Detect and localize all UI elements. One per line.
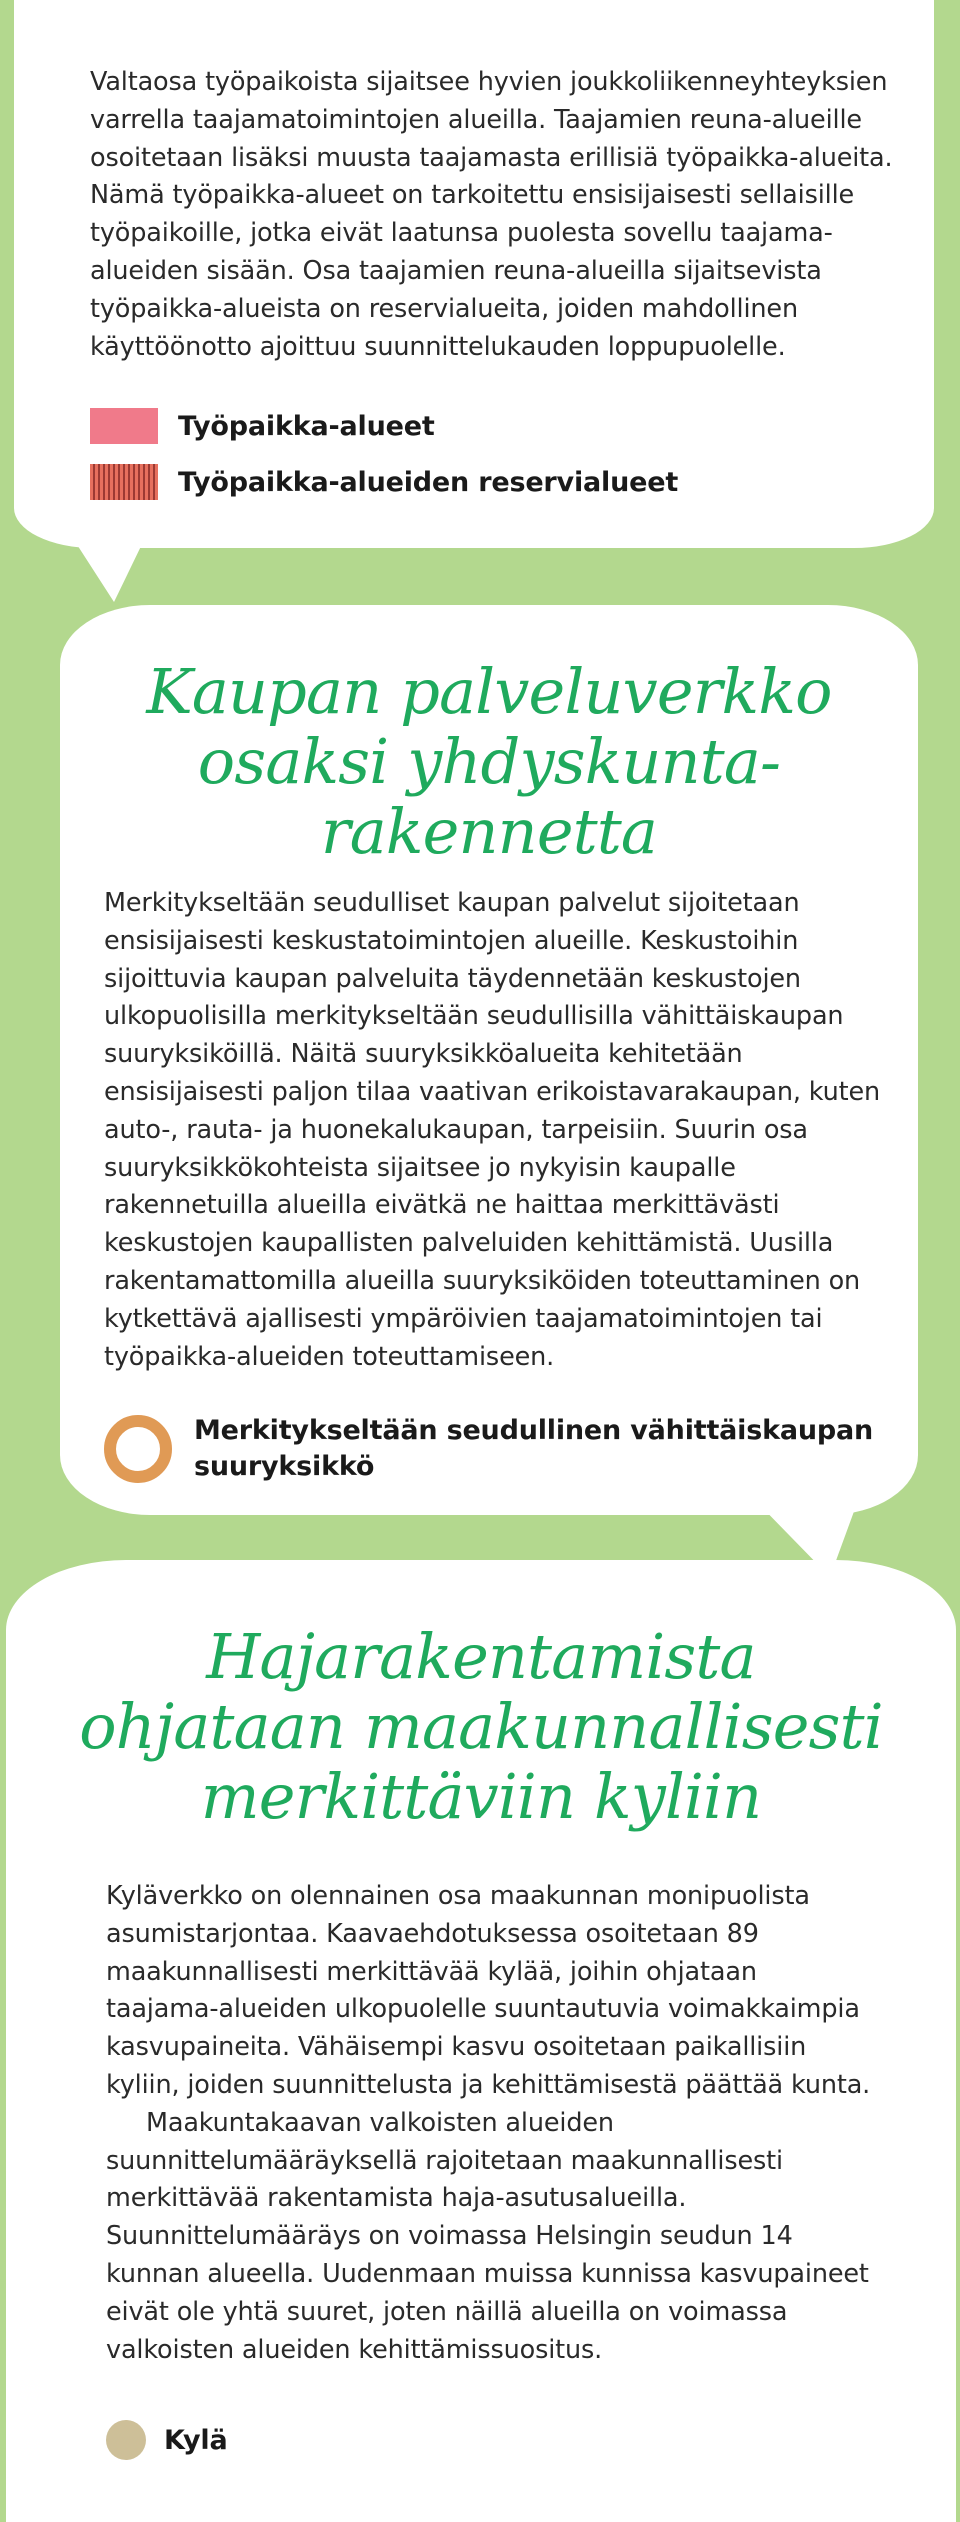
legend-workplace-areas	[90, 408, 435, 444]
section3-heading-line-1: Hajarakentamista	[206, 1620, 756, 1693]
speech-bubble-3	[6, 1560, 956, 2522]
legend-label-workplace-areas: Työpaikka-alueet	[178, 410, 435, 442]
legend-label-village: Kylä	[164, 2424, 228, 2456]
speech-bubble-1	[14, 0, 934, 548]
legend-ring-retail-unit	[104, 1415, 172, 1483]
legend-label-retail-unit-line-2: suuryksikkö	[194, 1451, 375, 1482]
legend-label-retail-unit	[194, 1413, 873, 1485]
legend-dot-village	[106, 2420, 146, 2460]
section2-paragraph: Merkitykseltään seudulliset kaupan palvelut sijoitetaan ensisijaisesti keskustatoimintojen alueille. Keskustoihin sijoittuvia kaupan palveluita täydennetään keskustojen ulkopuolisilla merkitykseltään seudullisilla vähittäiskaupan suuryksiköillä. Näitä suuryksikköalueita kehitetään ensisijaisesti paljon tilaa vaativan erikoistavarakaupan, kuten auto-, rauta- ja huonekalukaupan, tarpeisiin. Suurin osa suuryksikkökohteista sijaitsee jo nykyisin kaupalle rakennetuilla alueilla eivätkä ne haittaa merkittävästi keskustojen kaupallisten palveluiden kehittämistä. Uusilla rakentamattomilla alueilla suuryksiköiden toteuttaminen on kytkettävä ajallisesti ympäröivien taajamatoimintojen tai työpaikka-alueiden toteuttamiseen.	[104, 888, 880, 1372]
section2-heading-line-3: rakennetta	[320, 795, 658, 868]
legend-workplace-reserve-areas	[90, 464, 678, 500]
speech-bubble-2	[60, 605, 918, 1515]
section2-heading-line-2: osaksi yhdyskunta-	[197, 725, 781, 798]
legend-swatch-workplace-areas	[90, 408, 158, 444]
legend-label-workplace-reserve-areas: Työpaikka-alueiden reservialueet	[178, 466, 679, 498]
section2-heading	[60, 657, 918, 867]
section3-heading-line-2: ohjataan maakunnallisesti	[79, 1690, 883, 1763]
legend-label-retail-unit-line-1: Merkitykseltään seudullinen vähittäiskaupan	[194, 1415, 874, 1446]
section3-heading-line-3: merkittäviin kyliin	[200, 1760, 762, 1833]
section1-paragraph: Valtaosa työpaikoista sijaitsee hyvien joukkoliikenneyhteyksien varrella taajamatoimintojen alueilla. Taajamien reuna-alueille osoitetaan lisäksi muusta taajamasta erillisiä työpaikka-alueita. Nämä työpaikka-alueet on tarkoitettu ensisijaisesti sellaisille työpaikoille, jotka eivät laatunsa puolesta sovellu taajama-alueiden sisään. Osa taajamien reuna-alueilla sijaitsevista työpaikka-alueista on reservialueita, joiden mahdollinen käyttöönotto ajoittuu suunnittelukauden loppupuolelle.	[90, 67, 893, 362]
legend-village	[106, 2420, 227, 2460]
legend-retail-unit	[104, 1413, 873, 1485]
bubble-1-tail	[74, 540, 144, 610]
section3-heading	[6, 1622, 956, 1832]
section3-paragraph-2: Maakuntakaavan valkoisten alueiden suunnittelumääräyksellä rajoitetaan maakunnallisesti merkittävää rakentamista haja-asutusalueilla. Suunnittelumääräys on voimassa Helsingin seudun 14 kunnan alueella. Uudenmaan muissa kunnissa kasvupaineet eivät ole yhtä suuret, joten näillä alueilla on voimassa valkoisten alueiden kehittämissuositus.	[106, 2107, 869, 2365]
legend-swatch-workplace-reserve-areas	[90, 464, 158, 500]
section3-text	[106, 1878, 871, 2369]
section3-paragraph-1: Kyläverkko on olennainen osa maakunnan monipuolista asumistarjontaa. Kaavaehdotuksessa osoitetaan 89 maakunnallisesti merkittävää kylää, joihin ohjataan taajama-alueiden ulkopuolelle suuntautuvia voimakkaimpia kasvupaineita. Vähäisempi kasvu osoitetaan paikallisiin kyliin, joiden suunnittelusta ja kehittämisestä päättää kunta.	[106, 1881, 871, 2100]
section2-heading-line-1: Kaupan palveluverkko	[146, 655, 832, 728]
